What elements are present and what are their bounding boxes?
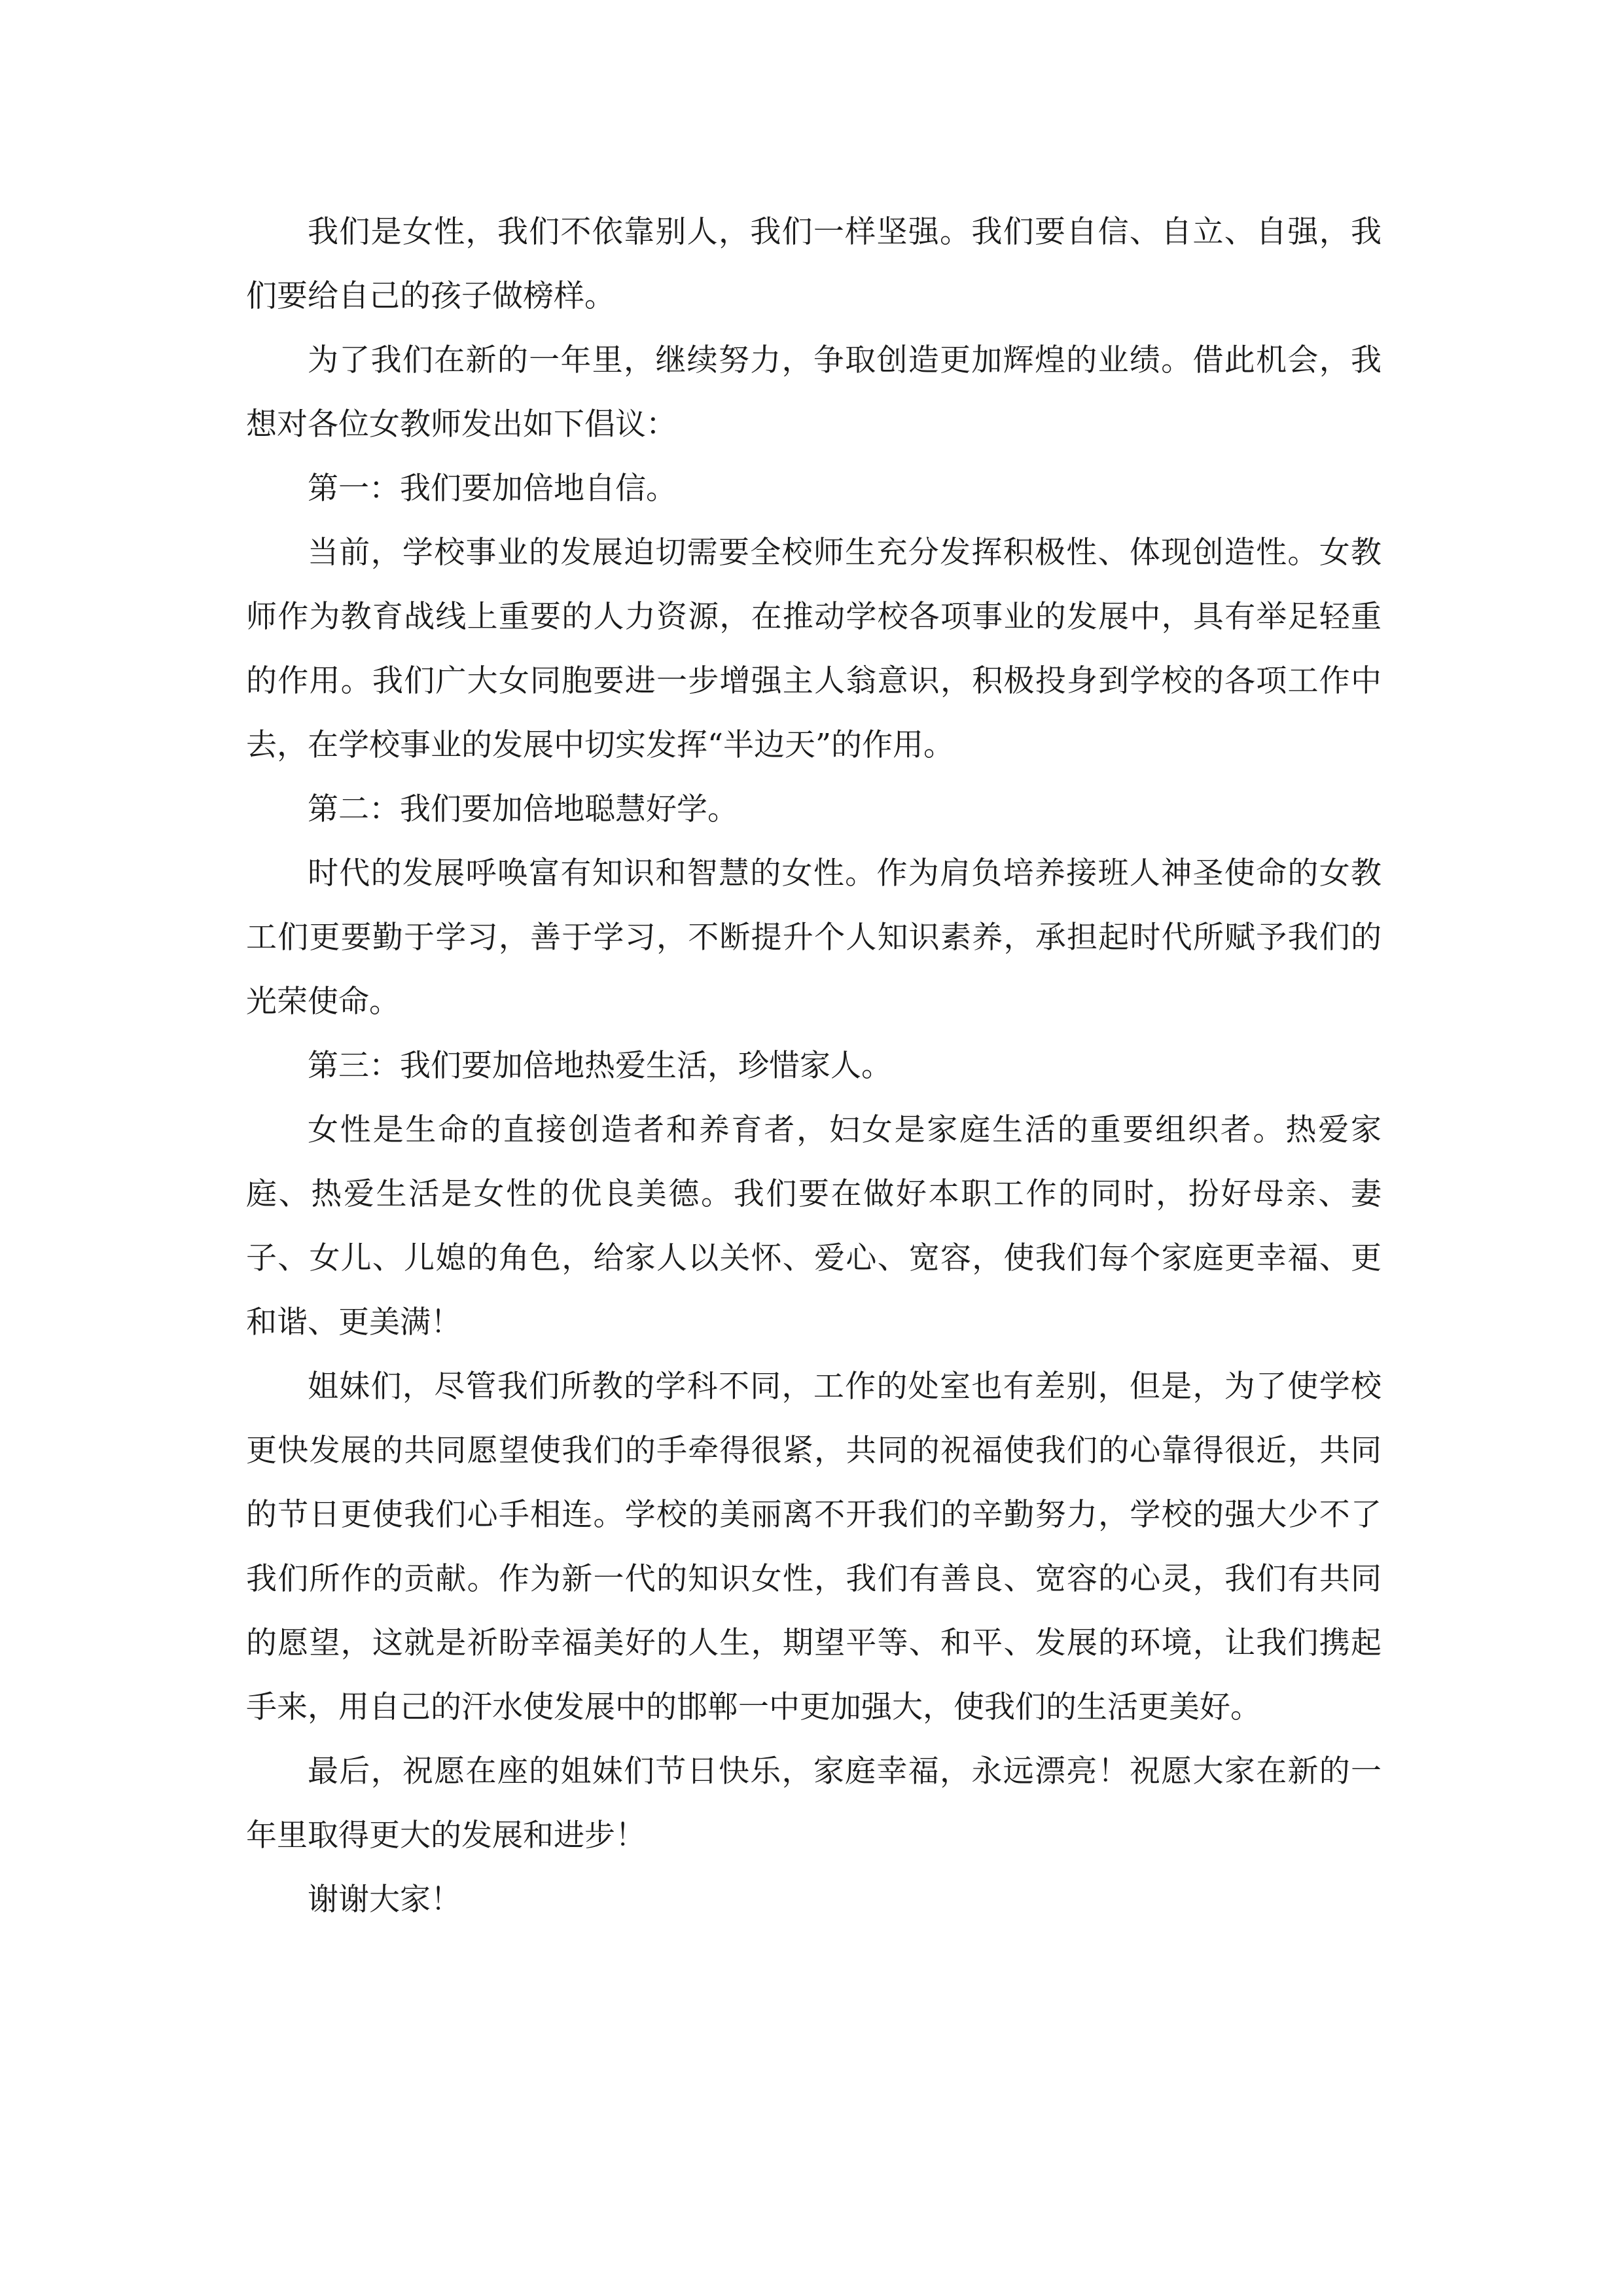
paragraph-first-heading: 第一：我们要加倍地自信。 (308, 471, 677, 507)
paragraph-first-body: 当前，学校事业的发展迫切需要全校师生充分发挥积极性、体现创造性。女教师作为教育战线上重要的人力资源，在推动学校各项事业的发展中，具有举足轻重的作用。我们广大女同胞要进一步增强主人翁意识，积极投身到学校的各项工作中去，在学校事业的发展中切实发挥“半边天”的作用。 (246, 535, 1382, 763)
paragraph-closing-wishes: 最后，祝愿在座的姐妹们节日快乐，家庭幸福，永远漂亮！祝愿大家在新的一年里取得更大的发展和进步！ (246, 1753, 1382, 1854)
paragraph-third-heading: 第三：我们要加倍地热爱生活，珍惜家人。 (308, 1048, 892, 1084)
paragraph-third-body: 女性是生命的直接创造者和养育者，妇女是家庭生活的重要组织者。热爱家庭、热爱生活是女性的优良美德。我们要在做好本职工作的同时，扮好母亲、妻子、女儿、儿媳的角色，给家人以关怀、爱心、宽容，使我们每个家庭更幸福、更和谐、更美满！ (246, 1112, 1382, 1340)
paragraph-second-heading: 第二：我们要加倍地聪慧好学。 (308, 791, 738, 827)
paragraph-proposal-intro: 为了我们在新的一年里，继续努力，争取创造更加辉煌的业绩。借此机会，我想对各位女教师发出如下倡议： (246, 342, 1382, 442)
paragraph-thanks: 谢谢大家！ (308, 1882, 461, 1918)
paragraph-second-body: 时代的发展呼唤富有知识和智慧的女性。作为肩负培养接班人神圣使命的女教工们更要勤于学习，善于学习，不断提升个人知识素养，承担起时代所赋予我们的光荣使命。 (246, 855, 1382, 1020)
document-body (246, 200, 1382, 1932)
paragraph-self-reliance: 我们是女性，我们不依靠别人，我们一样坚强。我们要自信、自立、自强，我们要给自己的孩子做榜样。 (246, 214, 1382, 314)
paragraph-sisters: 姐妹们，尽管我们所教的学科不同，工作的处室也有差别，但是，为了使学校更快发展的共同愿望使我们的手牵得很紧，共同的祝福使我们的心靠得很近，共同的节日更使我们心手相连。学校的美丽离不开我们的辛勤努力，学校的强大少不了我们所作的贡献。作为新一代的知识女性，我们有善良、宽容的心灵，我们有共同的愿望，这就是祈盼幸福美好的人生，期望平等、和平、发展的环境，让我们携起手来，用自己的汗水使发展中的邯郸一中更加强大，使我们的生活更美好。 (246, 1369, 1382, 1725)
